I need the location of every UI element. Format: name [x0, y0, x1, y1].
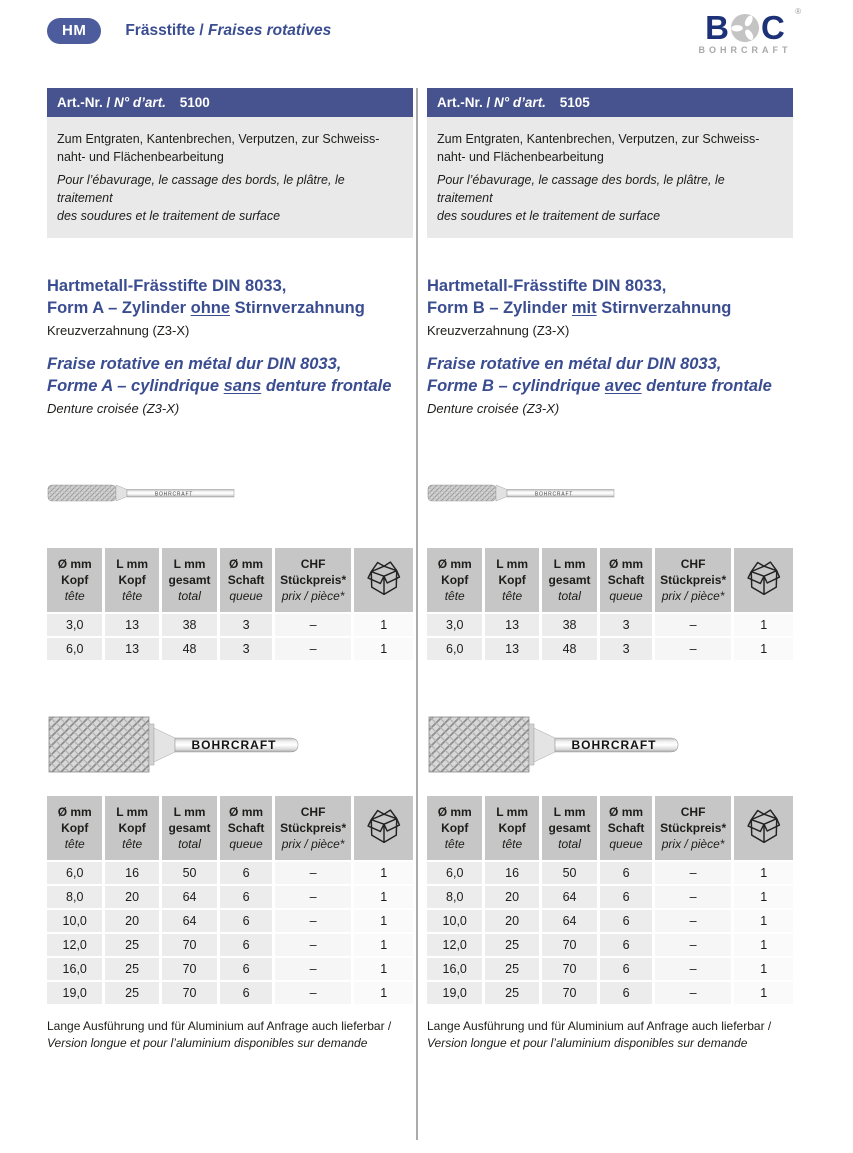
table-cell: 50 — [542, 862, 597, 884]
description-de-line1: Zum Entgraten, Kantenbrechen, Verputzen, zur Schweiss- — [57, 132, 380, 146]
heading-fr-line1: Fraise rotative en métal dur DIN 8033, — [47, 355, 342, 373]
header-pack-quantity — [354, 548, 413, 612]
carton-box-icon — [744, 556, 784, 600]
product-heading-de — [47, 276, 413, 340]
logo-letters — [693, 7, 801, 46]
table-cell: 70 — [162, 934, 217, 956]
burr-photo-large — [47, 714, 413, 776]
table-cell: 64 — [542, 886, 597, 908]
table-cell: 3 — [220, 614, 272, 636]
table-cell: 16,0 — [427, 958, 482, 980]
header-diameter-shank: Ø mm Schaft queue — [600, 796, 652, 860]
table-cell: 6 — [600, 934, 652, 956]
note-fr: Version longue et pour l’aluminium disponibles sur demande — [427, 1036, 748, 1050]
table-row — [427, 958, 793, 980]
header-diameter-head: Ø mm Kopf tête — [47, 796, 102, 860]
table-row — [47, 958, 413, 980]
heading-de-underlined-word: ohne — [190, 298, 231, 317]
table-cell: 25 — [485, 958, 538, 980]
table-cell: 6 — [600, 910, 652, 932]
table-row — [47, 886, 413, 908]
table-cell: 50 — [162, 862, 217, 884]
spec-table-large — [424, 794, 796, 1006]
table-cell: – — [275, 982, 352, 1004]
heading-de-line1: Hartmetall-Frässtifte DIN 8033, — [47, 277, 287, 295]
table-cell: 1 — [734, 862, 793, 884]
article-number-bar — [427, 88, 793, 117]
bohrcraft-logo — [693, 7, 801, 55]
table-cell: 20 — [485, 910, 538, 932]
heading-fr-line2-post: denture frontale — [641, 376, 772, 395]
table-cell: 70 — [542, 982, 597, 1004]
table-cell: – — [655, 862, 732, 884]
table-cell: 1 — [734, 886, 793, 908]
table-cell: 19,0 — [427, 982, 482, 1004]
burr-photo-large — [427, 714, 793, 776]
description-fr-line1: Pour l’ébavurage, le cassage des bords, le plâtre, le traitement — [437, 173, 725, 205]
carton-box-icon — [364, 804, 404, 848]
table-cell: 16,0 — [47, 958, 102, 980]
carton-box-icon — [744, 804, 784, 848]
header-price-chf: CHF Stückpreis* prix / pièce* — [275, 796, 352, 860]
spec-table-small — [44, 546, 416, 662]
table-cell: 1 — [734, 638, 793, 660]
description-de-line2: naht- und Flächenbearbeitung — [437, 150, 604, 164]
table-cell: 6,0 — [47, 862, 102, 884]
logo-wordmark: BOHRCRAFT — [698, 45, 792, 55]
header-price-chf: CHF Stückpreis* prix / pièce* — [655, 796, 732, 860]
art-label-de: Art.-Nr. / — [57, 95, 111, 110]
table-cell: 1 — [354, 934, 413, 956]
milling-cutter-icon — [730, 13, 760, 43]
heading-fr-sub: Denture croisée (Z3-X) — [427, 401, 560, 416]
table-cell: – — [275, 614, 352, 636]
table-cell: – — [655, 886, 732, 908]
table-cell: 6 — [600, 886, 652, 908]
header-diameter-shank: Ø mm Schaft queue — [600, 548, 652, 612]
header-pack-quantity — [734, 796, 793, 860]
table-row — [427, 934, 793, 956]
table-cell: 1 — [734, 982, 793, 1004]
heading-de-underlined-word: mit — [571, 298, 597, 317]
table-row — [47, 934, 413, 956]
heading-de-line2-post: Stirnverzahnung — [230, 298, 365, 317]
table-cell: – — [655, 614, 732, 636]
header-length-total: L mm gesamt total — [542, 796, 597, 860]
header-length-total: L mm gesamt total — [162, 548, 217, 612]
header-price-chf: CHF Stückpreis* prix / pièce* — [655, 548, 732, 612]
table-row — [47, 614, 413, 636]
availability-note — [427, 1018, 793, 1052]
heading-de-sub: Kreuzverzahnung (Z3-X) — [427, 323, 570, 338]
table-cell: 64 — [542, 910, 597, 932]
header-diameter-shank: Ø mm Schaft queue — [220, 796, 272, 860]
burr-photo-small — [427, 480, 793, 508]
availability-note — [47, 1018, 413, 1052]
table-row — [427, 614, 793, 636]
table-cell: – — [655, 934, 732, 956]
heading-fr-line1: Fraise rotative en métal dur DIN 8033, — [427, 355, 722, 373]
table-cell: 25 — [105, 982, 158, 1004]
table-cell: 6 — [220, 982, 272, 1004]
burr-shank-brand-text: BOHRCRAFT — [154, 491, 194, 498]
burr-photo-small — [47, 480, 413, 508]
table-cell: – — [655, 982, 732, 1004]
table-cell: 1 — [354, 614, 413, 636]
table-cell: – — [275, 886, 352, 908]
note-de: Lange Ausführung und für Aluminium auf Anfrage auch lieferbar / — [47, 1019, 392, 1033]
table-cell: 1 — [734, 958, 793, 980]
table-cell: 1 — [354, 910, 413, 932]
table-cell: – — [275, 862, 352, 884]
table-cell: – — [655, 958, 732, 980]
description-fr — [57, 171, 403, 225]
table-cell: 1 — [354, 982, 413, 1004]
column-divider — [416, 88, 418, 1140]
heading-de-line2 — [427, 298, 793, 320]
table-cell: 6 — [600, 982, 652, 1004]
page-title — [125, 22, 331, 40]
table-header-row — [47, 548, 413, 612]
table-cell: 8,0 — [427, 886, 482, 908]
description-fr-line1: Pour l’ébavurage, le cassage des bords, le plâtre, le traitement — [57, 173, 345, 205]
table-cell: 16 — [485, 862, 538, 884]
table-cell: 48 — [542, 638, 597, 660]
art-number: 5100 — [179, 95, 210, 110]
table-cell: – — [275, 934, 352, 956]
description-de-line1: Zum Entgraten, Kantenbrechen, Verputzen, zur Schweiss- — [437, 132, 760, 146]
table-cell: – — [275, 958, 352, 980]
heading-de-line2 — [47, 298, 413, 320]
table-cell: 12,0 — [427, 934, 482, 956]
table-cell: 16 — [105, 862, 158, 884]
header-length-head: L mm Kopf tête — [105, 796, 158, 860]
description-box — [47, 117, 413, 238]
table-cell: 13 — [485, 614, 538, 636]
table-cell: 1 — [734, 614, 793, 636]
table-row — [427, 910, 793, 932]
header-length-total: L mm gesamt total — [162, 796, 217, 860]
page-title-de: Frässtifte — [125, 22, 196, 39]
header-price-chf: CHF Stückpreis* prix / pièce* — [275, 548, 352, 612]
table-row — [427, 638, 793, 660]
heading-de-sub: Kreuzverzahnung (Z3-X) — [47, 323, 190, 338]
header-diameter-head: Ø mm Kopf tête — [427, 548, 482, 612]
table-cell: 70 — [162, 982, 217, 1004]
table-cell: 1 — [354, 638, 413, 660]
article-number-bar — [47, 88, 413, 117]
spec-table-small — [424, 546, 796, 662]
description-de-line2: naht- und Flächenbearbeitung — [57, 150, 224, 164]
table-cell: – — [655, 910, 732, 932]
table-cell: 3 — [220, 638, 272, 660]
header-diameter-head: Ø mm Kopf tête — [427, 796, 482, 860]
page-title-separator: / — [195, 22, 209, 39]
product-heading-fr — [427, 354, 793, 418]
table-cell: 6 — [600, 958, 652, 980]
heading-de-line2-post: Stirnverzahnung — [596, 298, 732, 317]
table-cell: 6,0 — [47, 638, 102, 660]
heading-fr-underlined-word: avec — [604, 376, 642, 395]
registered-mark: ® — [795, 7, 801, 16]
table-cell: 10,0 — [47, 910, 102, 932]
table-cell: 38 — [162, 614, 217, 636]
table-cell: 1 — [354, 886, 413, 908]
art-label-de: Art.-Nr. / — [437, 95, 491, 110]
table-cell: 10,0 — [427, 910, 482, 932]
heading-de-line2-pre: Form B – Zylinder — [427, 298, 572, 317]
header-diameter-shank: Ø mm Schaft queue — [220, 548, 272, 612]
table-cell: 19,0 — [47, 982, 102, 1004]
heading-fr-line2-post: denture frontale — [261, 376, 392, 395]
table-header-row — [47, 796, 413, 860]
table-cell: 3 — [600, 638, 652, 660]
table-row — [47, 982, 413, 1004]
spec-table-large — [44, 794, 416, 1006]
table-cell: 25 — [105, 958, 158, 980]
page-header — [47, 18, 331, 44]
table-cell: 20 — [105, 886, 158, 908]
header-pack-quantity — [354, 796, 413, 860]
table-cell: 64 — [162, 910, 217, 932]
table-row — [47, 910, 413, 932]
heading-de-line2-pre: Form A – Zylinder — [47, 298, 191, 317]
heading-fr-line2-pre: Forme A – cylindrique — [47, 376, 224, 395]
table-row — [47, 638, 413, 660]
logo-letter-b: B — [705, 9, 729, 46]
table-cell: 6 — [220, 934, 272, 956]
table-cell: 6,0 — [427, 638, 482, 660]
table-cell: 8,0 — [47, 886, 102, 908]
description-fr-line2: des soudures et le traitement de surface — [57, 209, 281, 223]
table-row — [427, 886, 793, 908]
table-cell: 6,0 — [427, 862, 482, 884]
table-cell: 3 — [600, 614, 652, 636]
table-cell: 70 — [162, 958, 217, 980]
table-cell: 1 — [354, 862, 413, 884]
table-cell: – — [275, 910, 352, 932]
logo-letter-c: C — [761, 9, 785, 46]
table-cell: 13 — [485, 638, 538, 660]
table-cell: 64 — [162, 886, 217, 908]
art-label-fr: N° d’art. — [114, 95, 166, 110]
table-cell: 6 — [600, 862, 652, 884]
table-cell: 25 — [485, 982, 538, 1004]
header-length-total: L mm gesamt total — [542, 548, 597, 612]
product-heading-fr — [47, 354, 413, 418]
burr-shank-brand-text: BOHRCRAFT — [191, 738, 277, 752]
product-column-5105 — [427, 88, 793, 1052]
description-fr — [437, 171, 783, 225]
table-cell: – — [655, 638, 732, 660]
table-cell: 38 — [542, 614, 597, 636]
material-badge: HM — [47, 18, 101, 44]
product-column-5100 — [47, 88, 413, 1052]
art-number: 5105 — [559, 95, 590, 110]
heading-fr-line2 — [427, 376, 793, 398]
header-length-head: L mm Kopf tête — [105, 548, 158, 612]
table-cell: 6 — [220, 862, 272, 884]
table-cell: – — [275, 638, 352, 660]
table-cell: 25 — [485, 934, 538, 956]
table-cell: 6 — [220, 958, 272, 980]
heading-fr-sub: Denture croisée (Z3-X) — [47, 401, 180, 416]
description-fr-line2: des soudures et le traitement de surface — [437, 209, 661, 223]
table-cell: 20 — [105, 910, 158, 932]
page-title-fr: Fraises rotatives — [208, 22, 332, 39]
heading-fr-line2 — [47, 376, 413, 398]
table-cell: 13 — [105, 614, 158, 636]
table-cell: 48 — [162, 638, 217, 660]
description-box — [427, 117, 793, 238]
heading-de-line1: Hartmetall-Frässtifte DIN 8033, — [427, 277, 667, 295]
table-cell: 3,0 — [427, 614, 482, 636]
table-row — [47, 862, 413, 884]
table-cell: 1 — [734, 910, 793, 932]
burr-shank-brand-text: BOHRCRAFT — [571, 738, 657, 752]
product-heading-de — [427, 276, 793, 340]
note-fr: Version longue et pour l’aluminium disponibles sur demande — [47, 1036, 368, 1050]
table-cell: 1 — [354, 958, 413, 980]
table-row — [427, 862, 793, 884]
table-row — [427, 982, 793, 1004]
art-label-fr: N° d’art. — [494, 95, 546, 110]
table-cell: 1 — [734, 934, 793, 956]
table-cell: 13 — [105, 638, 158, 660]
table-cell: 6 — [220, 886, 272, 908]
header-length-head: L mm Kopf tête — [485, 796, 538, 860]
table-cell: 6 — [220, 910, 272, 932]
table-cell: 12,0 — [47, 934, 102, 956]
table-cell: 3,0 — [47, 614, 102, 636]
table-cell: 70 — [542, 958, 597, 980]
carton-box-icon — [364, 556, 404, 600]
table-cell: 70 — [542, 934, 597, 956]
burr-shank-brand-text: BOHRCRAFT — [534, 491, 574, 498]
table-cell: 25 — [105, 934, 158, 956]
table-header-row — [427, 548, 793, 612]
header-diameter-head: Ø mm Kopf tête — [47, 548, 102, 612]
table-cell: 20 — [485, 886, 538, 908]
header-pack-quantity — [734, 548, 793, 612]
table-header-row — [427, 796, 793, 860]
heading-fr-line2-pre: Forme B – cylindrique — [427, 376, 605, 395]
header-length-head: L mm Kopf tête — [485, 548, 538, 612]
note-de: Lange Ausführung und für Aluminium auf Anfrage auch lieferbar / — [427, 1019, 772, 1033]
heading-fr-underlined-word: sans — [223, 376, 262, 395]
